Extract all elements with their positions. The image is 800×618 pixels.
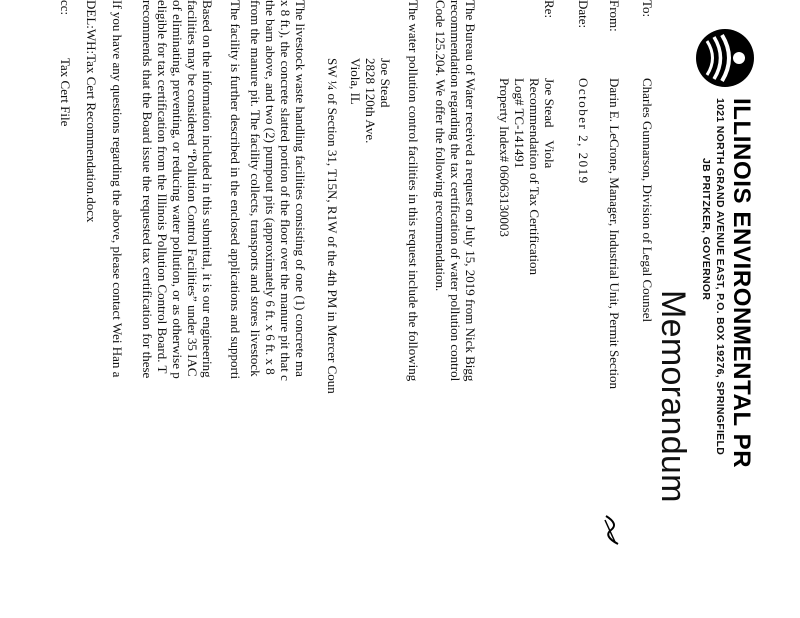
re-line: Joe Stead Viola	[542, 78, 557, 169]
date-value: October 2, 2019	[576, 78, 591, 185]
paragraph-contact	[110, 0, 125, 377]
re-label: Re:	[542, 0, 557, 19]
paragraph-line: x 8 ft.), the concrete slatted portion of the floor over the manure pit that c	[278, 0, 293, 381]
address-line: 2828 120th Ave.	[363, 58, 378, 144]
from-label: From:	[607, 0, 622, 32]
paragraph-line: The livestock waste handling facilities consisting of one (1) concrete ma	[293, 0, 308, 377]
paragraph-request	[433, 0, 478, 381]
address-line: Joe Stead	[378, 58, 393, 108]
re-line: Recommendation of Tax Certification	[527, 78, 542, 276]
paragraph-line: eligible for tax certification from the Illinois Pollution Control Board. T	[155, 0, 170, 374]
re-line: Log# TC-141491	[512, 78, 527, 169]
re-block	[497, 78, 557, 275]
paragraph-description	[228, 0, 243, 379]
org-name: ILLINOIS ENVIRONMENTAL PR	[728, 98, 755, 469]
date-label: Date:	[576, 0, 591, 29]
from-value: Darin E. LeCrone, Manager, Industrial Unit, Permit Section	[607, 78, 622, 390]
org-address: 1021 NORTH GRAND AVENUE EAST, P.O. BOX 19276, SPRINGFIELD	[714, 98, 726, 456]
signature-icon	[603, 514, 621, 548]
paragraph-line: from the manure pit. The facility collects, transports and stores livestock	[248, 0, 263, 377]
paragraph-line: The water pollution control facilities in this request include the following	[406, 0, 421, 382]
paragraph-recommendation	[140, 0, 215, 379]
address-line: Viola, IL	[348, 58, 363, 105]
cc-label: cc:	[58, 0, 73, 16]
illinois-epa-logo-icon	[694, 27, 756, 89]
paragraph-line: the barn above, and two (2) pumpout pits (approximately 6 ft. x 6 ft. x 8	[263, 0, 278, 375]
paragraph-line: facilities may be considered “Pollution Control Facilities” under 35 IAC	[185, 0, 200, 377]
paragraph-line: The facility is further described in the enclosed applications and supporti	[228, 0, 243, 380]
paragraph-facilities-intro	[406, 0, 421, 381]
paragraph-line: Based on the information included in this submittal, it is our engineering	[200, 0, 215, 378]
initials-line: DEL:WH:Tax Cert Recommendation.docx	[84, 0, 99, 223]
paragraph-line: recommends that the Board issue the requested tax certification for these	[140, 0, 155, 379]
to-value: Charles Gunnarson, Division of Legal Counsel	[640, 78, 655, 323]
paragraph-line: recommendation regarding the tax certification of water pollution control	[448, 0, 463, 382]
location-line: SW ¼ of Section 31, T15N, R1W of the 4th PM in Mercer Coun	[325, 58, 340, 394]
paragraph-line: If you have any questions regarding the above, please contact Wei Han a	[110, 0, 125, 378]
cc-value: Tax Cert File	[58, 58, 73, 127]
paragraph-livestock	[248, 0, 308, 381]
memo-title: Memorandum	[654, 290, 692, 503]
org-governor: JB PRITZKER, GOVERNOR	[700, 158, 712, 301]
paragraph-line: The Bureau of Water received a request on July 15, 2019 from Nick Bigg	[463, 0, 478, 382]
address-block	[348, 58, 393, 143]
paragraph-line: of eliminating, preventing, or reducing water pollution, or as otherwise p	[170, 0, 185, 379]
re-line: Property Index# 06063130003	[497, 78, 512, 237]
to-label: To:	[640, 0, 655, 18]
paragraph-line: Code 125.204. We offer the following recommendation.	[433, 0, 448, 292]
